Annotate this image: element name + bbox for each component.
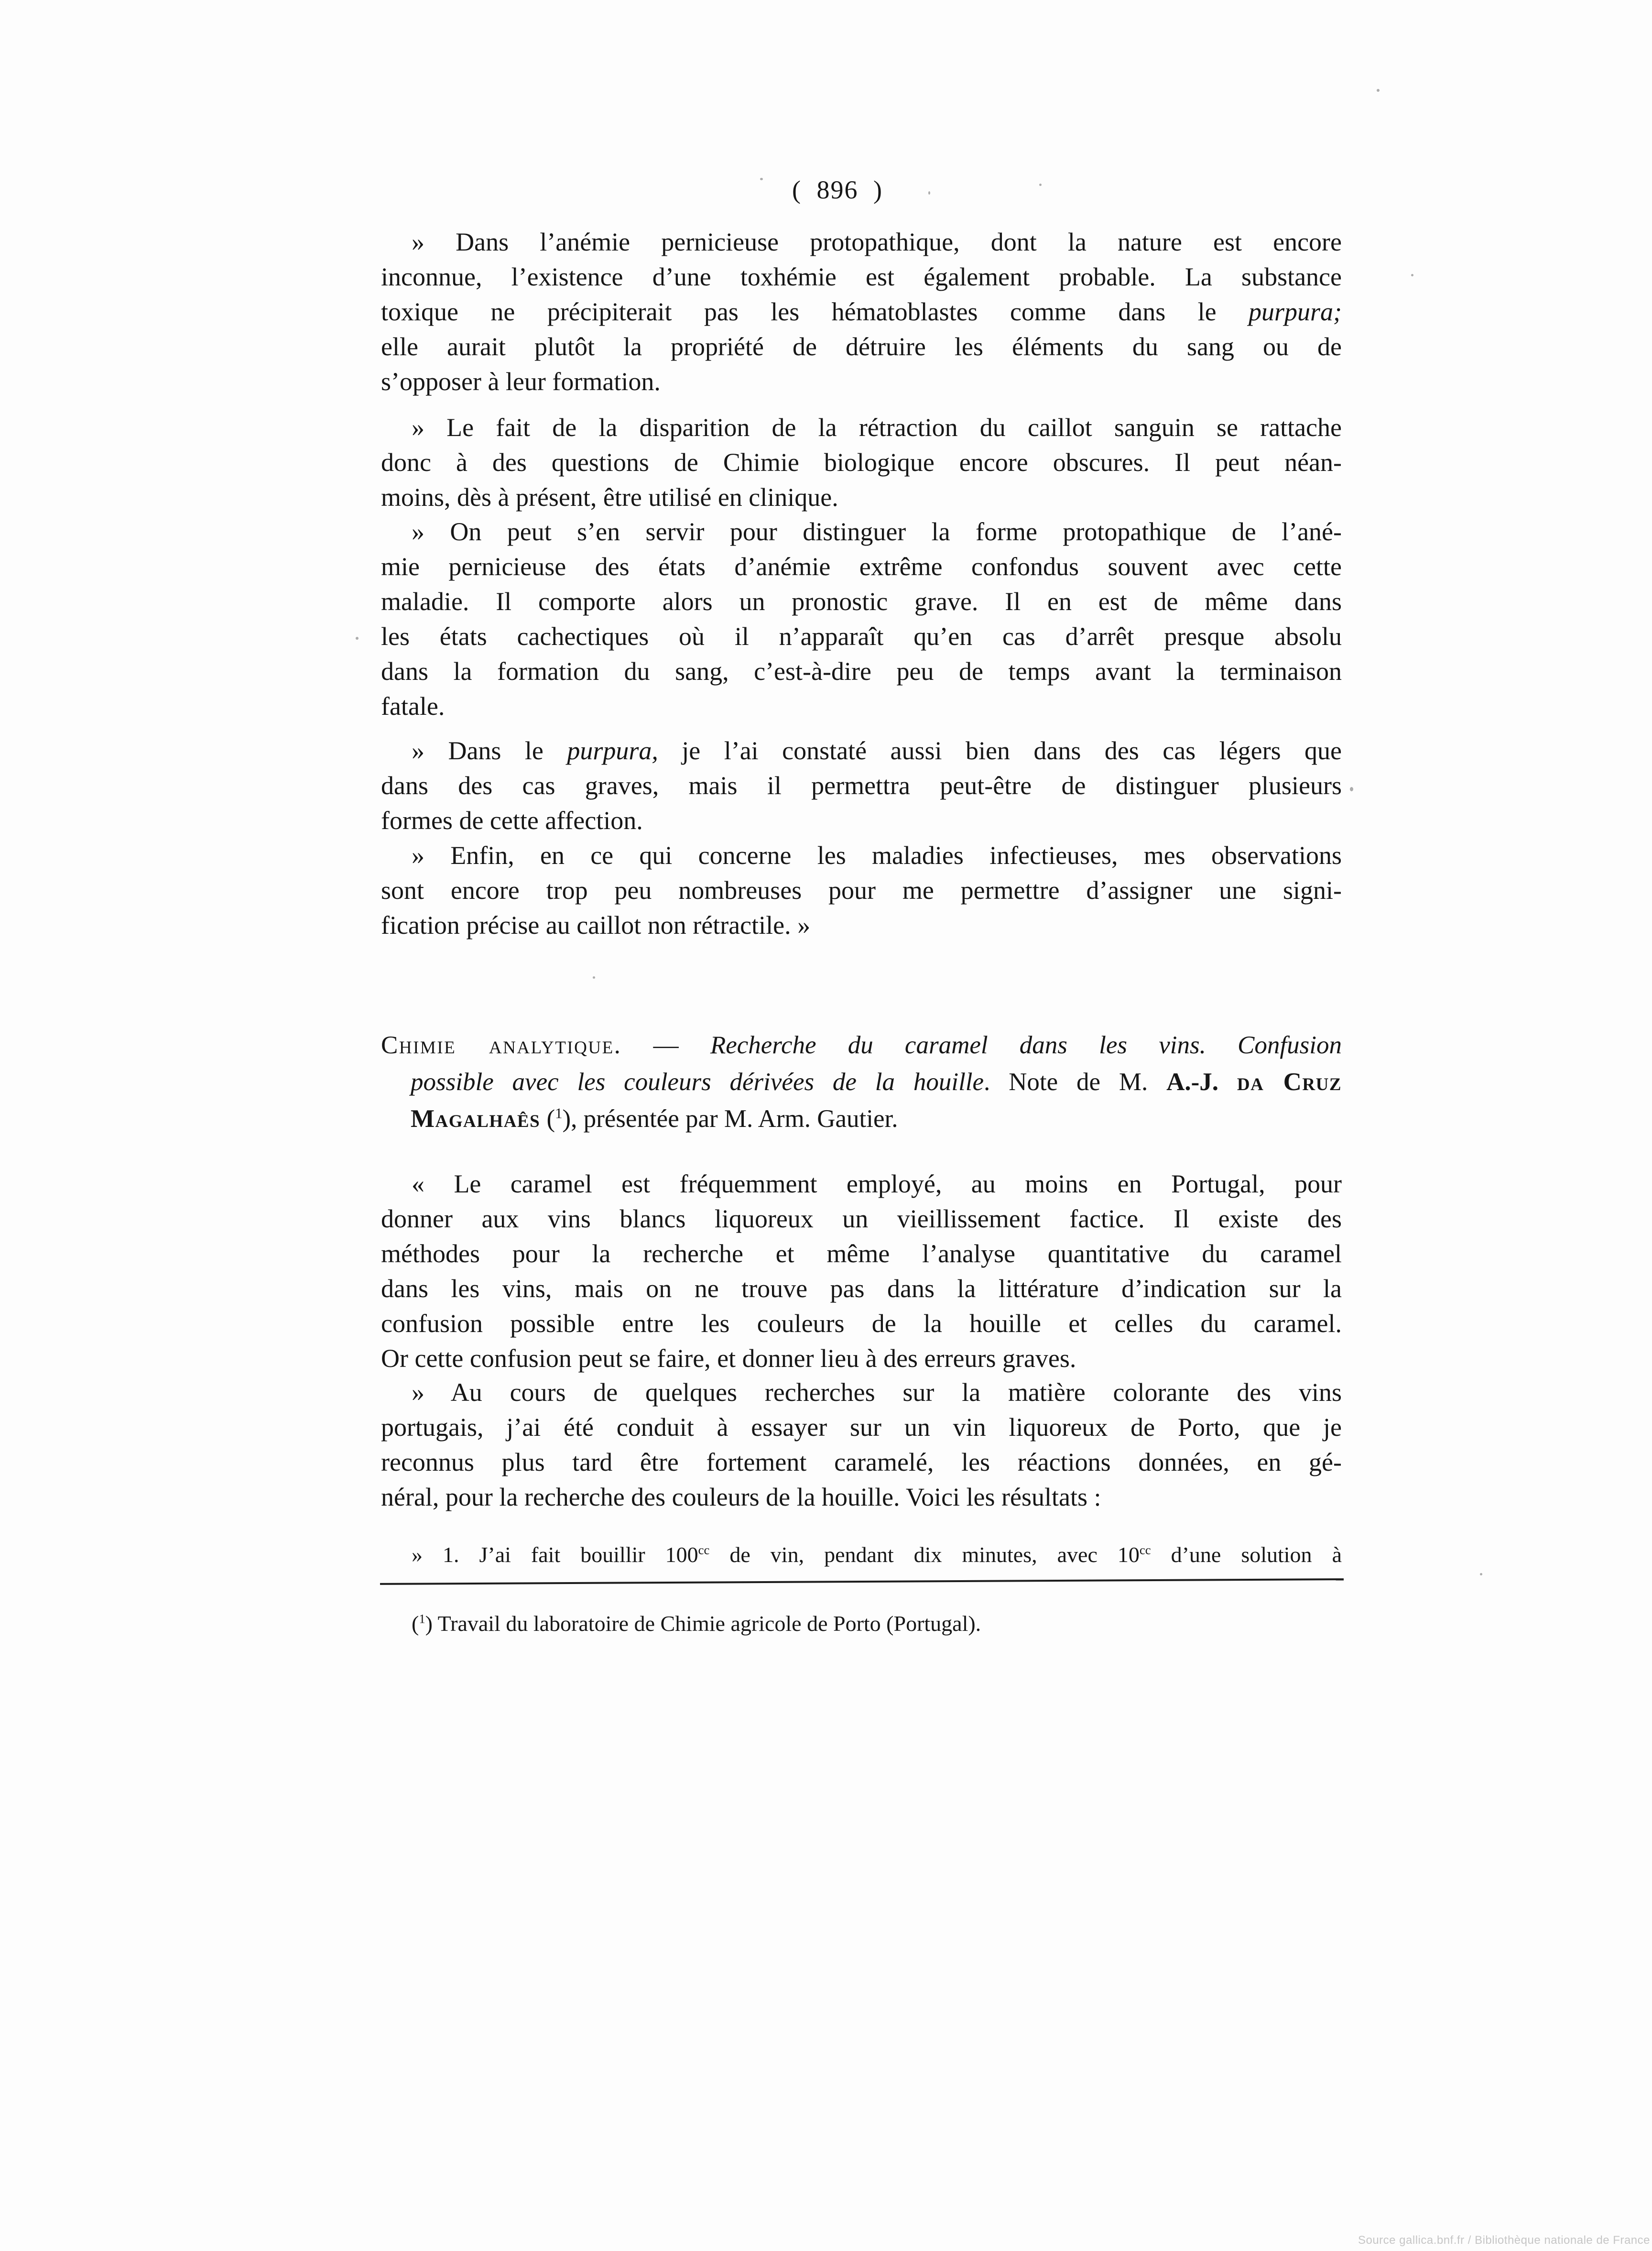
text-segment: d’une solution à	[1151, 1542, 1342, 1567]
text-segment: de vin, pendant dix minutes, avec 10	[709, 1542, 1140, 1567]
text-segment: 1	[555, 1105, 563, 1122]
text-segment: cc	[698, 1542, 710, 1557]
text-line	[381, 514, 1342, 549]
scan-speck	[1052, 433, 1055, 436]
text-line	[381, 1202, 1342, 1236]
text-line	[381, 768, 1342, 803]
paragraph	[381, 838, 1342, 943]
text-line	[381, 1410, 1342, 1445]
text-segment: moins, dès à présent, être utilisé en clinique.	[381, 483, 838, 512]
text-line	[381, 549, 1342, 584]
text-line	[381, 1541, 1342, 1569]
text-line	[381, 1375, 1342, 1410]
text-segment: purpura;	[1248, 297, 1342, 326]
text-segment: Magalhaês	[411, 1105, 541, 1133]
list-item	[381, 1541, 1342, 1569]
text-line	[381, 1027, 1342, 1064]
text-line	[381, 873, 1342, 908]
scan-speck	[593, 976, 595, 979]
text-line	[381, 295, 1342, 329]
text-segment: reconnus plus tard être fortement caramelé, les réactions données, en gé-	[381, 1448, 1342, 1476]
scan-speck	[1480, 1573, 1482, 1575]
scan-speck	[760, 178, 763, 180]
text-segment: possible avec les couleurs dérivées de la houille	[411, 1068, 984, 1096]
text-segment: elle aurait plutôt la propriété de détruire les éléments du sang ou de	[381, 332, 1342, 361]
text-segment: » Enfin, en ce qui concerne les maladies infectieuses, mes observations	[412, 841, 1342, 870]
text-segment: » Dans le	[412, 736, 567, 765]
scan-speck	[1350, 787, 1353, 791]
text-line	[381, 364, 1342, 399]
text-line	[381, 654, 1342, 689]
text-segment: les états cachectiques où il n’apparaît qu’en cas d’arrêt presque absolu	[381, 622, 1342, 651]
text-line	[381, 1167, 1342, 1202]
text-segment: purpura,	[567, 736, 658, 765]
text-line	[381, 733, 1342, 768]
text-segment: A.-J.	[1166, 1068, 1218, 1096]
text-line	[381, 1271, 1342, 1306]
paragraph	[381, 514, 1342, 724]
text-segment: inconnue, l’existence d’une toxhémie est également probable. La substance	[381, 262, 1342, 291]
paragraph	[381, 733, 1342, 838]
text-line	[411, 1101, 1342, 1137]
text-segment: 1	[419, 1611, 425, 1626]
text-segment: dans des cas graves, mais il permettra peut-être de distinguer plusieurs	[381, 771, 1342, 800]
text-segment: maladie. Il comporte alors un pronostic grave. Il en est de même dans	[381, 587, 1342, 616]
text-line	[411, 1064, 1342, 1101]
scan-speck	[356, 637, 359, 640]
text-segment: » On peut s’en servir pour distinguer la forme protopathique de l’ané-	[412, 517, 1342, 546]
paragraph	[381, 1167, 1342, 1376]
text-line	[381, 445, 1342, 480]
scan-speck	[1411, 274, 1413, 276]
text-line	[381, 803, 1342, 838]
text-line	[381, 908, 1342, 943]
text-segment: cc	[1139, 1542, 1151, 1557]
text-line	[381, 260, 1342, 295]
text-line	[381, 1609, 1342, 1638]
text-segment: (	[540, 1105, 555, 1133]
text-segment: Recherche du caramel dans les vins. Confusion	[710, 1031, 1342, 1059]
text-segment: » Le fait de la disparition de la rétraction du caillot sanguin se rattache	[412, 413, 1342, 442]
text-segment: mie pernicieuse des états d’anémie extrême confondus souvent avec cette	[381, 552, 1342, 581]
text-line	[381, 1445, 1342, 1480]
text-segment: toxique ne précipiterait pas les hématoblastes comme dans le	[381, 297, 1249, 326]
text-line	[381, 480, 1342, 515]
text-segment: confusion possible entre les couleurs de la houille et celles du caramel.	[381, 1309, 1342, 1338]
text-segment: « Le caramel est fréquemment employé, au moins en Portugal, pour	[412, 1169, 1342, 1198]
text-line	[381, 1306, 1342, 1341]
text-segment: ), présentée par M. Arm. Gautier.	[562, 1105, 898, 1133]
section-heading	[381, 1027, 1342, 1137]
text-segment: s’opposer à leur formation.	[381, 367, 661, 396]
text-segment: je l’ai constaté aussi bien dans des cas légers que	[658, 736, 1342, 765]
text-segment: da Cruz	[1237, 1068, 1342, 1096]
footnote-rule	[380, 1578, 1344, 1585]
text-line	[381, 410, 1342, 445]
text-segment: fatale.	[381, 692, 445, 721]
text-segment: Chimie analytique.	[381, 1031, 622, 1059]
text-segment: formes de cette affection.	[381, 806, 643, 835]
text-line	[381, 1480, 1342, 1515]
paragraph	[381, 1375, 1342, 1515]
text-line	[381, 838, 1342, 873]
text-line	[381, 689, 1342, 724]
text-segment: —	[621, 1031, 710, 1059]
text-segment: Or cette confusion peut se faire, et donner lieu à des erreurs graves.	[381, 1344, 1076, 1373]
paragraph	[381, 225, 1342, 399]
page-number: ( 896 )	[792, 175, 883, 204]
source-watermark: Source gallica.bnf.fr / Bibliothèque nationale de France	[1358, 2234, 1650, 2247]
text-segment: » 1. J’ai fait bouillir 100	[412, 1542, 698, 1567]
text-segment: » Dans l’anémie pernicieuse protopathique, dont la nature est encore	[412, 228, 1342, 256]
text-line	[381, 329, 1342, 364]
footnote	[381, 1609, 1342, 1638]
scan-speck	[1039, 184, 1042, 186]
text-segment: donner aux vins blancs liquoreux un vieillissement factice. Il existe des	[381, 1204, 1342, 1233]
text-segment: méthodes pour la recherche et même l’analyse quantitative du caramel	[381, 1239, 1342, 1268]
text-line	[381, 1236, 1342, 1271]
text-line	[381, 225, 1342, 260]
text-segment: (	[412, 1611, 419, 1636]
text-segment: ) Travail du laboratoire de Chimie agricole de Porto (Portugal).	[425, 1611, 981, 1636]
text-line	[381, 619, 1342, 654]
text-segment: . Note de M.	[984, 1068, 1167, 1096]
scan-speck	[928, 191, 930, 195]
text-line	[381, 584, 1342, 619]
text-segment: néral, pour la recherche des couleurs de la houille. Voici les résultats :	[381, 1483, 1101, 1511]
text-segment: donc à des questions de Chimie biologique encore obscures. Il peut néan-	[381, 448, 1342, 477]
text-segment: » Au cours de quelques recherches sur la matière colorante des vins	[412, 1378, 1342, 1407]
text-segment: dans la formation du sang, c’est-à-dire peu de temps avant la terminaison	[381, 657, 1342, 686]
scan-speck	[1377, 89, 1380, 92]
text-segment: fication précise au caillot non rétractile. »	[381, 911, 811, 940]
text-segment: sont encore trop peu nombreuses pour me permettre d’assigner une signi-	[381, 876, 1342, 905]
text-segment	[1218, 1068, 1237, 1096]
text-segment: portugais, j’ai été conduit à essayer sur un vin liquoreux de Porto, que je	[381, 1413, 1342, 1442]
text-line	[381, 1341, 1342, 1376]
text-segment: dans les vins, mais on ne trouve pas dans la littérature d’indication sur la	[381, 1274, 1342, 1303]
paragraph	[381, 410, 1342, 515]
